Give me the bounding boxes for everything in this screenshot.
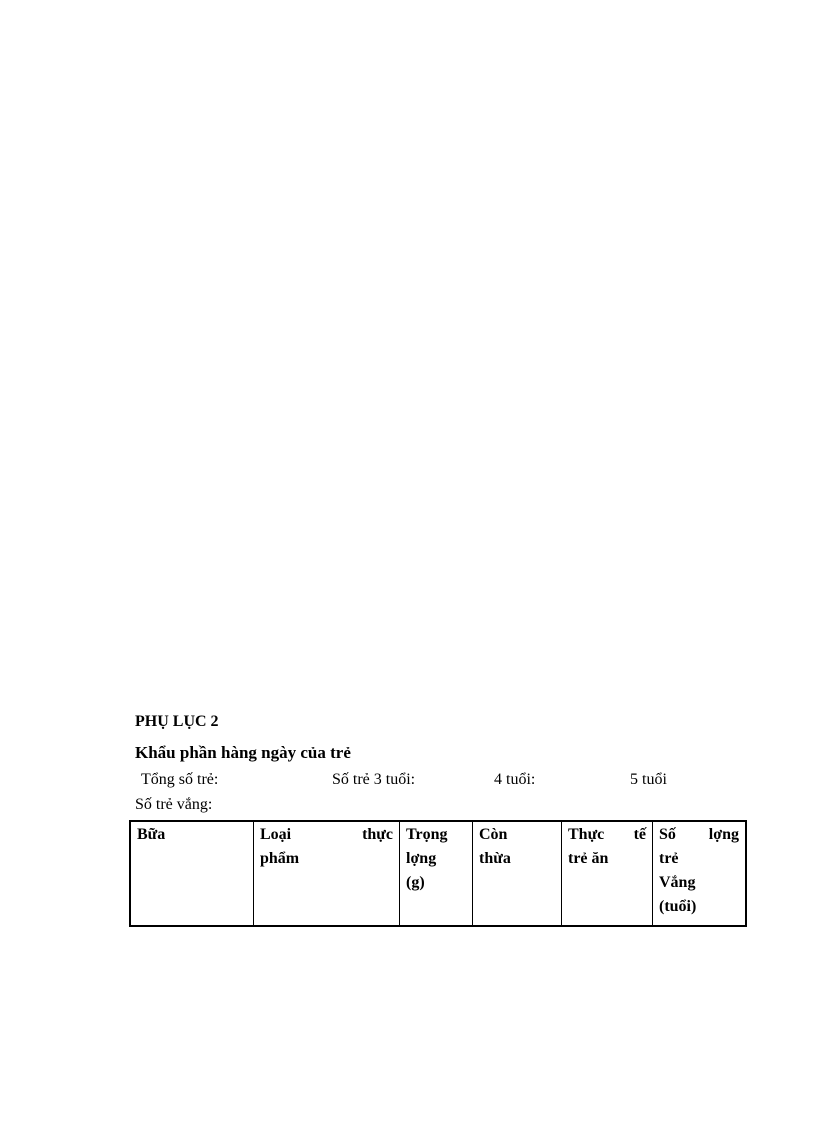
header-absent-count-word1: Số xyxy=(659,826,676,843)
header-food-type-word1: Loại xyxy=(260,826,292,843)
subtitle: Khẩu phần hàng ngày của trẻ xyxy=(135,743,351,762)
counts-row xyxy=(141,771,701,791)
table-header-row xyxy=(130,821,746,926)
header-leftover-line1: Còn xyxy=(479,826,508,843)
header-food-type xyxy=(254,821,400,926)
header-weight-line1: Trọng xyxy=(406,826,448,843)
total-children-label: Tổng số trẻ: xyxy=(141,771,219,788)
header-food-type-word2: thực xyxy=(362,826,393,843)
header-leftover-line2: thừa xyxy=(479,850,511,867)
header-absent-count-line1 xyxy=(659,823,739,847)
header-absent-count-line3: Vắng xyxy=(659,874,696,891)
header-actual-eaten-line2: trẻ ăn xyxy=(568,850,609,867)
age5-count-label: 5 tuổi xyxy=(630,771,667,788)
header-actual-eaten-line1 xyxy=(568,823,646,847)
header-actual-eaten xyxy=(562,821,653,926)
header-food-type-word3: phẩm xyxy=(260,850,300,867)
header-meal xyxy=(130,821,254,926)
header-absent-count-word2: lợng xyxy=(708,826,739,843)
header-meal-text: Bữa xyxy=(137,826,166,843)
absent-children-label: Số trẻ vắng: xyxy=(135,796,213,813)
header-absent-count xyxy=(653,821,747,926)
header-actual-eaten-word2: tế xyxy=(633,826,646,843)
header-weight-line2: lợng xyxy=(406,850,437,867)
age3-count-label: Số trẻ 3 tuổi: xyxy=(332,771,416,788)
appendix-title: PHỤ LỤC 2 xyxy=(135,713,219,730)
header-leftover xyxy=(473,821,562,926)
daily-ration-table xyxy=(129,820,747,927)
age4-count-label: 4 tuổi: xyxy=(494,771,536,788)
header-absent-count-line4: (tuổi) xyxy=(659,898,697,915)
header-weight xyxy=(400,821,473,926)
header-weight-line3: (g) xyxy=(406,874,425,891)
header-actual-eaten-word1: Thực xyxy=(568,826,605,843)
header-food-type-line1 xyxy=(260,823,393,847)
header-absent-count-line2: trẻ xyxy=(659,850,679,867)
